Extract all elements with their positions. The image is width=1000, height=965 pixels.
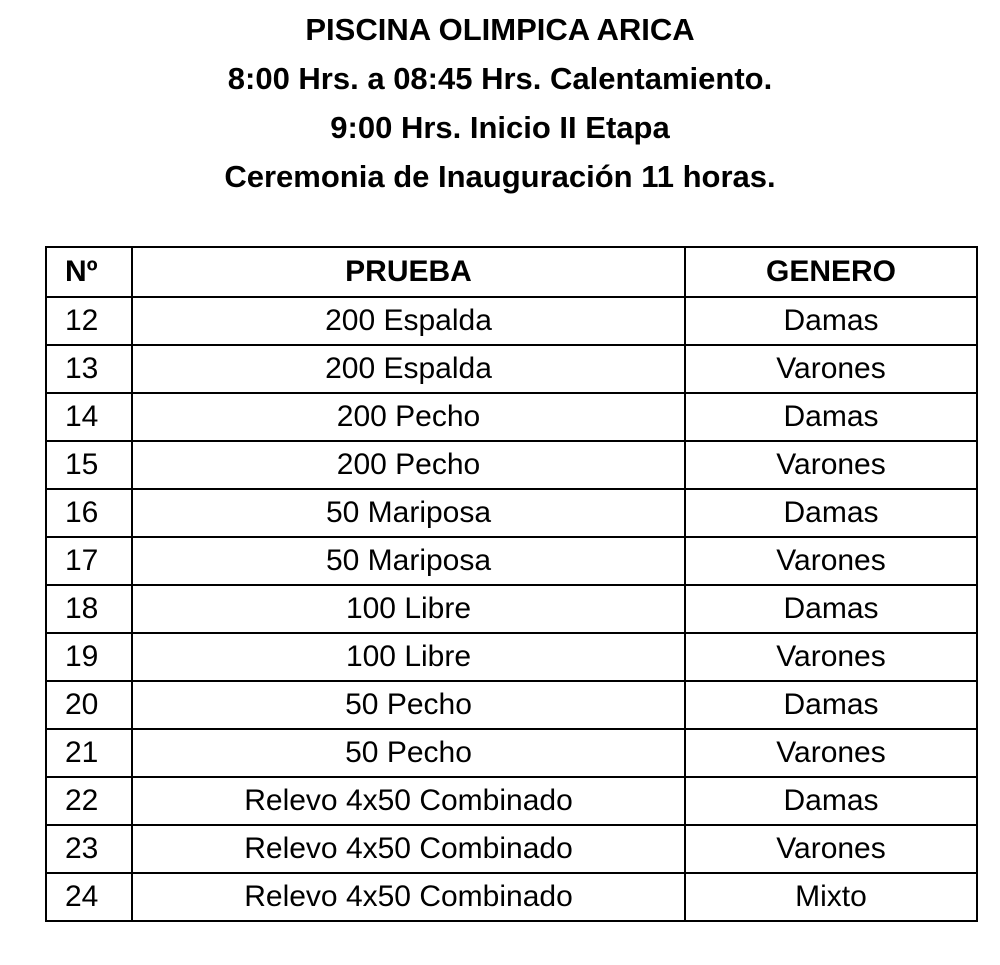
event-number: 14 <box>46 393 132 441</box>
table-header-row <box>46 247 977 297</box>
event-number: 24 <box>46 873 132 921</box>
event-number: 13 <box>46 345 132 393</box>
event-gender: Mixto <box>685 873 977 921</box>
event-name: 200 Espalda <box>132 297 685 345</box>
table-row <box>46 729 977 777</box>
event-number: 20 <box>46 681 132 729</box>
event-number: 15 <box>46 441 132 489</box>
table-row <box>46 441 977 489</box>
table-row <box>46 393 977 441</box>
column-header-number: Nº <box>46 247 132 297</box>
event-number: 21 <box>46 729 132 777</box>
event-name: Relevo 4x50 Combinado <box>132 777 685 825</box>
event-gender: Varones <box>685 345 977 393</box>
table-row <box>46 489 977 537</box>
event-number: 18 <box>46 585 132 633</box>
event-number: 16 <box>46 489 132 537</box>
event-gender: Varones <box>685 729 977 777</box>
column-header-genero: GENERO <box>685 247 977 297</box>
event-name: 50 Pecho <box>132 729 685 777</box>
event-name: 200 Espalda <box>132 345 685 393</box>
event-number: 22 <box>46 777 132 825</box>
table-row <box>46 681 977 729</box>
event-gender: Varones <box>685 633 977 681</box>
event-name: 100 Libre <box>132 585 685 633</box>
event-name: 200 Pecho <box>132 441 685 489</box>
event-number: 23 <box>46 825 132 873</box>
event-gender: Damas <box>685 393 977 441</box>
event-number: 17 <box>46 537 132 585</box>
event-name: 50 Mariposa <box>132 537 685 585</box>
event-gender: Varones <box>685 441 977 489</box>
event-gender: Damas <box>685 297 977 345</box>
document-title: PISCINA OLIMPICA ARICA <box>305 12 695 47</box>
ceremony-time: Ceremonia de Inauguración 11 horas. <box>224 159 776 194</box>
events-table <box>45 246 978 922</box>
event-number: 12 <box>46 297 132 345</box>
table-row <box>46 777 977 825</box>
column-header-prueba: PRUEBA <box>132 247 685 297</box>
table-row <box>46 345 977 393</box>
event-gender: Damas <box>685 777 977 825</box>
event-gender: Damas <box>685 585 977 633</box>
event-number: 19 <box>46 633 132 681</box>
event-name: 50 Pecho <box>132 681 685 729</box>
event-name: 50 Mariposa <box>132 489 685 537</box>
table-row <box>46 633 977 681</box>
event-gender: Damas <box>685 681 977 729</box>
table-body <box>46 297 977 921</box>
event-gender: Damas <box>685 489 977 537</box>
stage-start: 9:00 Hrs. Inicio II Etapa <box>330 110 670 145</box>
event-gender: Varones <box>685 537 977 585</box>
table-row <box>46 297 977 345</box>
event-gender: Varones <box>685 825 977 873</box>
warmup-schedule: 8:00 Hrs. a 08:45 Hrs. Calentamiento. <box>227 61 773 96</box>
event-name: 200 Pecho <box>132 393 685 441</box>
table-row <box>46 585 977 633</box>
event-name: Relevo 4x50 Combinado <box>132 825 685 873</box>
table-row <box>46 873 977 921</box>
table-row <box>46 537 977 585</box>
event-name: Relevo 4x50 Combinado <box>132 873 685 921</box>
table-row <box>46 825 977 873</box>
event-name: 100 Libre <box>132 633 685 681</box>
